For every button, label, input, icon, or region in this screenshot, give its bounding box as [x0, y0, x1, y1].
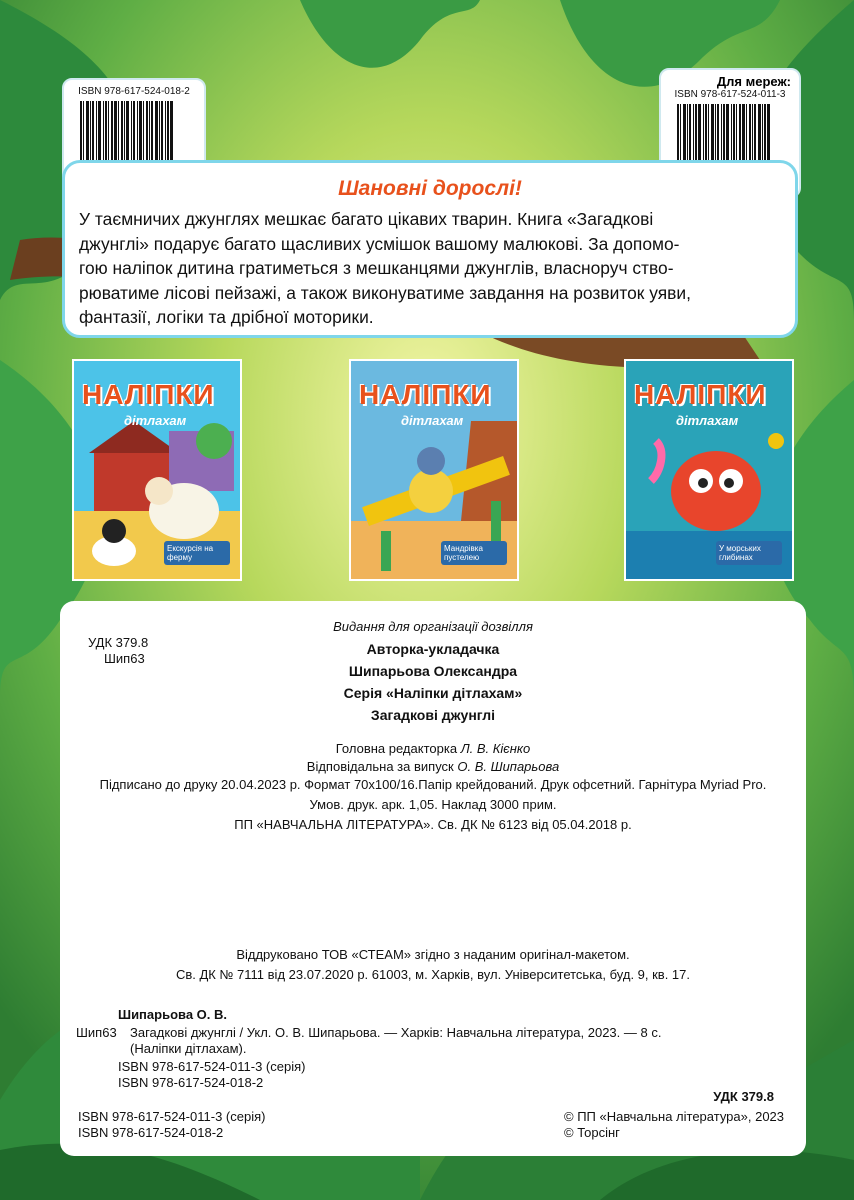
copyright-2: © Торсінг [564, 1125, 620, 1140]
printed-by-2: Св. ДК № 7111 від 23.07.2020 р. 61003, м. Харків, вул. Університетська, буд. 9, кв. 17. [175, 967, 691, 982]
intro-line: джунглі» подарує багато щасливих усмішок вашому малюкові. За допомо- [79, 233, 680, 254]
cover-desert [349, 359, 519, 581]
author-name: Шипарьова Олександра [348, 663, 518, 679]
responsible-name: О. В. Шипарьова [457, 759, 560, 774]
udk-left: УДК 379.8 [88, 635, 149, 650]
cover-sea [624, 359, 794, 581]
editor-name: Л. В. Кієнко [460, 741, 531, 756]
biblio-line-2: (Наліпки дітлахам). [130, 1041, 247, 1056]
biblio-code: Шип63 [76, 1025, 117, 1040]
cover-caption: Екскурсія на ферму [164, 541, 230, 565]
cover-subtitle: дітлахам [676, 413, 739, 428]
responsible-line [60, 759, 806, 774]
barcode-right-isbn: ISBN 978-617-524-011-3 [674, 89, 786, 100]
intro-title: Шановні дорослі! [338, 177, 522, 200]
shyp-left: Шип63 [104, 651, 145, 666]
biblio-isbn-2: ISBN 978-617-524-018-2 [118, 1075, 264, 1090]
publisher-line: ПП «НАВЧАЛЬНА ЛІТЕРАТУРА». Св. ДК № 6123 від 05.04.2018 р. [234, 817, 632, 832]
cover-caption: У морських глибинах [716, 541, 782, 565]
book-title: Загадкові джунглі [370, 707, 496, 723]
author-role: Авторка-укладачка [366, 641, 500, 657]
copyright-1: © ПП «Навчальна література», 2023 [564, 1109, 785, 1124]
cover-title: НАЛІПКИ [359, 379, 492, 410]
edition-type: Видання для організації дозвілля [333, 619, 533, 634]
intro-line: фантазії, логіки та дрібної моторики. [79, 307, 374, 328]
intro-text [79, 207, 781, 330]
barcode-right-bars [677, 104, 789, 168]
editor-label: Головна редакторка [335, 741, 458, 756]
cover-title: НАЛІПКИ [634, 379, 767, 410]
barcode-right-label: Для мереж: [716, 74, 791, 89]
editor-line [60, 741, 806, 756]
printed-by-1: Віддруковано ТОВ «СТЕАМ» згідно з наданим оригінал-макетом. [236, 947, 630, 962]
biblio-line-1: Загадкові джунглі / Укл. О. В. Шипарьова. — Харків: Навчальна література, 2023. — 8 с. [130, 1025, 662, 1040]
cover-subtitle: дітлахам [124, 413, 187, 428]
udk-right: УДК 379.8 [713, 1089, 774, 1104]
print-details-1: Підписано до друку 20.04.2023 р. Формат 70х100/16.Папір крейдований. Друк офсетний. Гарнітура Myriad Pro. [99, 777, 767, 792]
print-details-2: Умов. друк. арк. 1,05. Наклад 3000 прим. [309, 797, 557, 812]
cover-caption: Мандрівка пустелею [441, 541, 507, 565]
footer-isbn-1: ISBN 978-617-524-011-3 (серія) [78, 1109, 266, 1124]
barcode-left-isbn: ISBN 978-617-524-018-2 [78, 86, 190, 97]
series-name: Серія «Наліпки дітлахам» [343, 685, 523, 701]
cover-title: НАЛІПКИ [82, 379, 215, 410]
footer-isbn-2: ISBN 978-617-524-018-2 [78, 1125, 224, 1140]
barcode-left-bars [80, 101, 192, 169]
intro-panel [62, 160, 798, 338]
biblio-isbn-1: ISBN 978-617-524-011-3 (серія) [118, 1059, 306, 1074]
cover-subtitle: дітлахам [401, 413, 464, 428]
biblio-author: Шипарьова О. В. [118, 1007, 228, 1022]
intro-line: рюватиме лісові пейзажі, а також виконуватиме завдання на розвиток уяви, [79, 282, 691, 303]
responsible-label: Відповідальна за випуск [306, 759, 454, 774]
intro-line: У таємничих джунглях мешкає багато цікавих тварин. Книга «Загадкові [79, 209, 654, 229]
imprint-panel [60, 601, 806, 1156]
intro-line: гою наліпок дитина гратиметься з мешканцями джунглів, власноруч ство- [79, 258, 674, 279]
cover-farm [72, 359, 242, 581]
